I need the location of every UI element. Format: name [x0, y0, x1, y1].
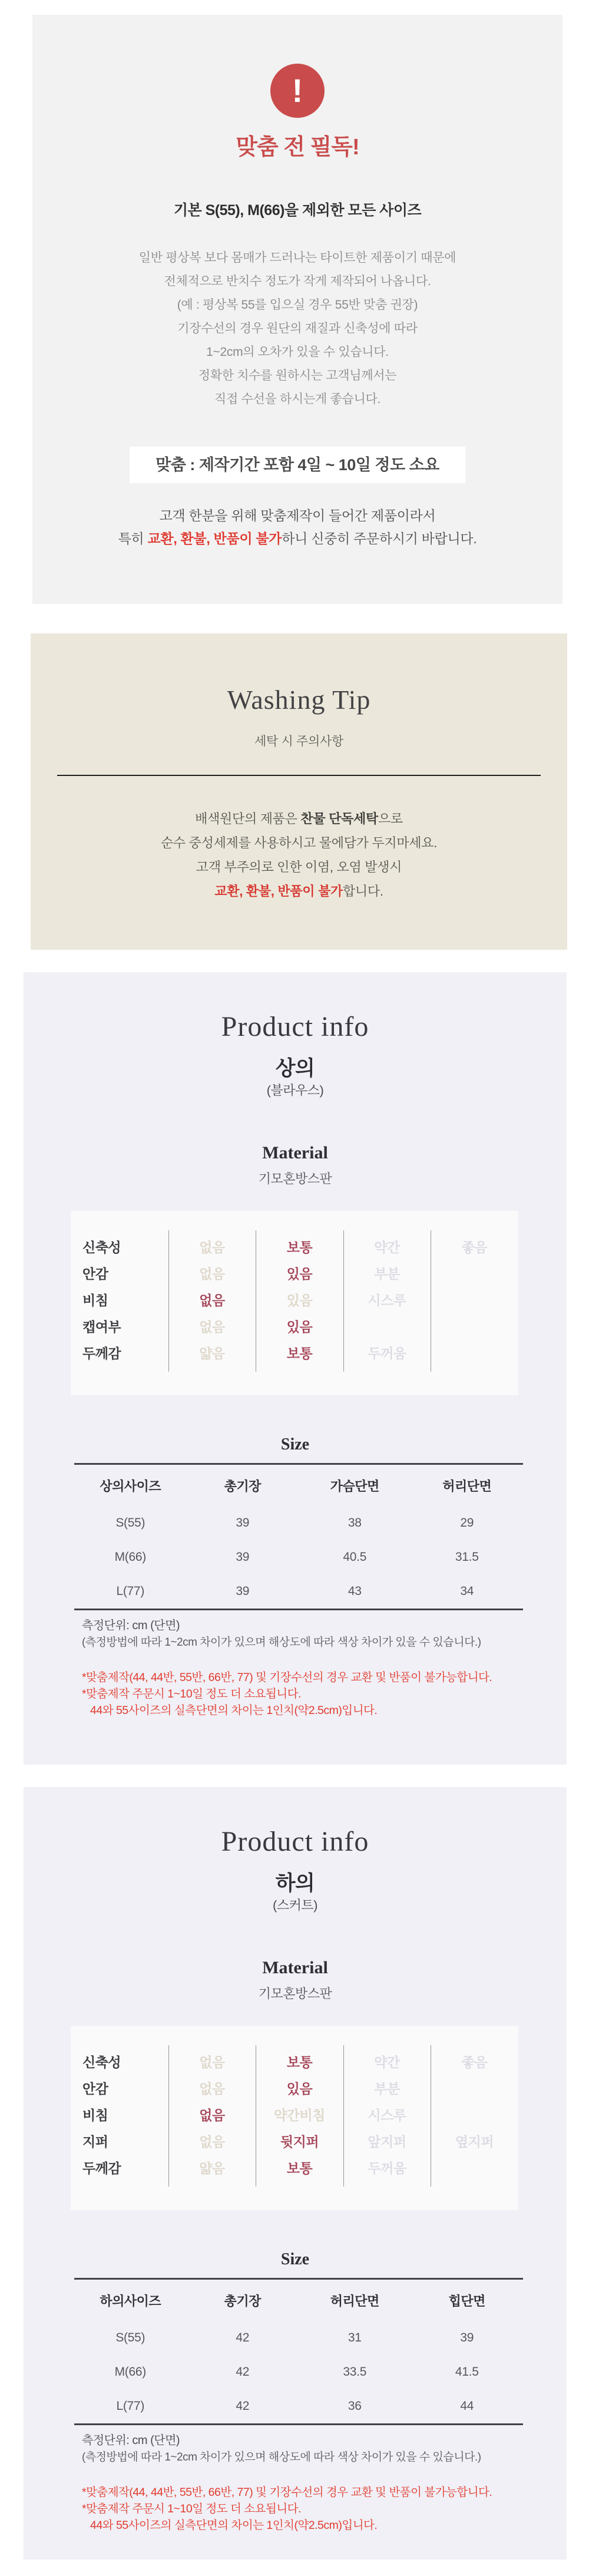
attribute-option: 옆지퍼: [455, 2134, 494, 2149]
attribute-row: [71, 1233, 518, 1260]
attribute-option: 좋음: [461, 2055, 488, 2070]
column-divider: [343, 1230, 344, 1372]
size-table-header-row: [74, 2280, 523, 2321]
measurement-notes: [82, 1617, 567, 1719]
material-heading: Material: [262, 1143, 328, 1162]
warning-note: *맞춤제작 주문시 1~10일 정도 더 소요됩니다.: [82, 2502, 301, 2515]
size-cell: 31: [348, 2331, 362, 2344]
divider-line: [57, 775, 541, 776]
fabric-attributes-rows: [71, 2026, 518, 2181]
size-cell: 44: [460, 2399, 474, 2413]
product-detail-page: [0, 15, 589, 2576]
size-heading: Size: [280, 1435, 310, 1454]
attribute-option: 부분: [374, 2081, 400, 2096]
attribute-option: 부분: [374, 1266, 400, 1282]
attribute-label: 캡여부: [82, 1319, 121, 1335]
attribute-option: 두꺼움: [368, 1346, 406, 1361]
product-category-sub: (스커트): [273, 1898, 317, 1913]
alert-exclamation-icon: [270, 64, 325, 118]
size-column-header: 총기장: [224, 2293, 261, 2309]
attribute-option: 없음: [199, 2134, 225, 2149]
washing-tip-title: Washing Tip: [227, 685, 371, 715]
size-cell: 34: [460, 1584, 474, 1598]
production-period-badge: 맞춤 : 제작기간 포함 4일 ~ 10일 정도 소요: [130, 447, 465, 483]
measurement-tolerance-note: (측정방법에 따라 1~2cm 차이가 있으며 해상도에 따라 색상 차이가 있을 수 있습니다.): [82, 1636, 481, 1649]
warning-note: *맞춤제작(44, 44반, 55반, 66반, 77) 및 기장수선의 경우 교환 및 반품이 불가능합니다.: [82, 1671, 492, 1684]
size-cell: 42: [236, 2331, 250, 2344]
attribute-label: 비침: [82, 1293, 108, 1308]
warning-notes: [82, 1669, 567, 1719]
size-table: [74, 1463, 523, 1610]
notice-body-line: 기장수선의 경우 원단의 재질과 신축성에 따라: [177, 322, 418, 335]
notice-body-line: (예 : 평상복 55를 입으실 경우 55반 맞춤 권장): [177, 298, 418, 312]
attribute-label: 신축성: [82, 2055, 121, 2070]
notice-subtitle: 기본 S(55), M(66)을 제외한 모든 사이즈: [173, 202, 422, 219]
page-bottom-margin: [0, 2560, 589, 2576]
size-cell: 39: [236, 1584, 250, 1598]
attribute-row: [71, 1339, 518, 1366]
size-cell: 41.5: [455, 2365, 479, 2379]
attribute-option: 보통: [286, 1240, 313, 1255]
washing-tip-subtitle: 세탁 시 주의사항: [254, 735, 343, 748]
notice-body: [32, 246, 562, 411]
attribute-option: 보통: [286, 1346, 313, 1361]
warning-notes: [82, 2484, 567, 2534]
size-cell: 36: [348, 2399, 362, 2413]
measurement-notes: [82, 2432, 567, 2534]
column-divider: [343, 2045, 344, 2187]
size-cell: 42: [236, 2399, 250, 2413]
notice-body-line: 1~2cm의 오차가 있을 수 있습니다.: [206, 345, 389, 359]
notice-body-line: 직접 수선을 하시는게 좋습니다.: [214, 392, 380, 406]
notice-closing-line-1: 고객 한분을 위해 맞춤제작이 들어간 제품이라서: [159, 508, 436, 523]
size-column-header: 하의사이즈: [100, 2293, 161, 2309]
size-column-header: 허리단면: [330, 2293, 379, 2309]
attribute-option: 있음: [286, 1293, 313, 1308]
warning-note: 44와 55사이즈의 실측단면의 차이는 1인치(약2.5cm)입니다.: [90, 2519, 378, 2532]
attribute-option: 없음: [199, 1240, 225, 1255]
attribute-option: 두꺼움: [368, 2161, 406, 2176]
attribute-row: [71, 2075, 518, 2101]
notice-body-line: 전체적으로 반치수 정도가 작게 제작되어 나옵니다.: [164, 275, 431, 288]
size-cell: M(66): [114, 2365, 146, 2379]
no-refund-warning-text: 교환, 환불, 반품이 불가: [147, 531, 282, 546]
notice-title: 맞춤 전 필독!: [236, 135, 359, 160]
warning-note: *맞춤제작(44, 44반, 55반, 66반, 77) 및 기장수선의 경우 교환 및 반품이 불가능합니다.: [82, 2486, 492, 2499]
size-cell: 40.5: [343, 1550, 367, 1564]
product-category: 상의: [275, 1057, 315, 1080]
attribute-option: 앞지퍼: [368, 2134, 406, 2149]
column-divider: [168, 1230, 169, 1372]
product-info-title: Product info: [221, 1011, 369, 1042]
attribute-option: 없음: [199, 1266, 225, 1282]
product-category: 하의: [275, 1872, 315, 1895]
size-column-header: 가슴단면: [330, 1478, 379, 1494]
fabric-attributes-card: [71, 2026, 518, 2210]
product-info-title: Product info: [221, 1826, 369, 1857]
washing-tip-section: [31, 633, 567, 950]
custom-order-notice-section: [32, 15, 562, 604]
size-table-row: [74, 1574, 523, 1609]
attribute-option: 있음: [286, 2081, 313, 2096]
size-column-header: 총기장: [224, 1478, 261, 1494]
attribute-option: 보통: [286, 2161, 313, 2176]
attribute-option: 좋음: [461, 1240, 488, 1255]
size-table-header-row: [74, 1465, 523, 1506]
size-cell: M(66): [114, 1550, 146, 1564]
measurement-unit-note: 측정단위: cm (단면): [82, 2434, 180, 2447]
product-info-section-top: [24, 972, 567, 1765]
notice-closing-line-2: [32, 531, 562, 546]
attribute-option: 시스루: [368, 2108, 406, 2123]
washing-line-2: 순수 중성세제를 사용하시고 물에담가 두지마세요.: [160, 835, 438, 850]
attribute-option: 없음: [199, 2108, 225, 2123]
attribute-option: 없음: [199, 2081, 225, 2096]
washing-tip-body: [31, 807, 567, 903]
size-cell: 43: [348, 1584, 362, 1598]
attribute-label: 두께감: [82, 1346, 121, 1361]
material-heading: Material: [262, 1958, 328, 1977]
attribute-label: 비침: [82, 2108, 108, 2123]
size-table-row: [74, 2389, 523, 2423]
size-cell: 39: [460, 2331, 474, 2344]
attribute-option: 뒷지퍼: [280, 2134, 319, 2149]
size-cell: 31.5: [455, 1550, 479, 1564]
size-cell: L(77): [116, 2399, 145, 2413]
size-cell: S(55): [115, 1516, 145, 1530]
warning-note: 44와 55사이즈의 실측단면의 차이는 1인치(약2.5cm)입니다.: [90, 1704, 378, 1717]
exclamation-glyph: !: [292, 72, 303, 109]
attribute-option: 있음: [286, 1266, 313, 1282]
material-value: 기모혼방스판: [258, 1986, 332, 2001]
size-cell: 39: [236, 1516, 250, 1530]
washing-line-4: [31, 879, 567, 903]
size-table: [74, 2278, 523, 2425]
attribute-label: 안감: [82, 1266, 108, 1282]
attribute-option: 시스루: [368, 1293, 406, 1308]
attribute-row: [71, 1313, 518, 1339]
attribute-option: 얇음: [199, 2161, 225, 2176]
size-cell: 38: [348, 1516, 362, 1530]
attribute-option: 약간: [374, 1240, 400, 1255]
size-column-header: 상의사이즈: [100, 1478, 161, 1494]
size-table-row: [74, 2321, 523, 2355]
attribute-option: 없음: [199, 1293, 225, 1308]
measurement-unit-note: 측정단위: cm (단면): [82, 1619, 180, 1632]
attribute-option: 얇음: [199, 1346, 225, 1361]
attribute-option: 없음: [199, 2055, 225, 2070]
attribute-label: 지퍼: [82, 2134, 108, 2149]
attribute-label: 신축성: [82, 1240, 121, 1255]
attribute-row: [71, 2128, 518, 2154]
attribute-option: 있음: [286, 1319, 313, 1335]
attribute-label: 두께감: [82, 2161, 121, 2176]
washing-line-1: [31, 807, 567, 831]
line1-suffix: 으로: [378, 811, 403, 826]
size-column-header: 허리단면: [442, 1478, 492, 1494]
attribute-row: [71, 2101, 518, 2128]
measurement-tolerance-note: (측정방법에 따라 1~2cm 차이가 있으며 해상도에 따라 색상 차이가 있을 수 있습니다.): [82, 2451, 481, 2463]
attribute-row: [71, 1260, 518, 1286]
product-category-sub: (블라우스): [266, 1083, 324, 1098]
attribute-option: 약간: [374, 2055, 400, 2070]
size-table-row: [74, 2355, 523, 2389]
closing-prefix: 특히: [118, 531, 148, 546]
attribute-option: 보통: [286, 2055, 313, 2070]
attribute-row: [71, 1286, 518, 1313]
material-value: 기모혼방스판: [258, 1171, 332, 1186]
closing-suffix: 하니 신중히 주문하시기 바랍니다.: [282, 531, 477, 546]
size-cell: S(55): [115, 2331, 145, 2344]
attribute-row: [71, 2048, 518, 2075]
size-heading: Size: [280, 2250, 310, 2268]
notice-body-line: 일반 평상복 보다 몸매가 드러나는 타이트한 제품이기 때문에: [138, 251, 456, 265]
warning-note: *맞춤제작 주문시 1~10일 정도 더 소요됩니다.: [82, 1687, 301, 1700]
product-info-section-bottom: [24, 1787, 567, 2560]
cold-wash-bold-text: 찬물 단독세탁: [300, 811, 378, 826]
notice-body-line: 정확한 치수를 원하시는 고객님께서는: [198, 369, 397, 382]
size-cell: 33.5: [343, 2365, 367, 2379]
size-table-row: [74, 1506, 523, 1540]
size-column-header: 힙단면: [448, 2293, 485, 2309]
attribute-option: 없음: [199, 1319, 225, 1335]
line4-suffix: 합니다.: [342, 884, 383, 899]
attribute-option: 약간비침: [274, 2108, 325, 2123]
size-cell: 39: [236, 1550, 250, 1564]
attribute-label: 안감: [82, 2081, 108, 2096]
washing-line-3: 고객 부주의로 인한 이염, 오염 발생시: [196, 860, 402, 874]
fabric-attributes-rows: [71, 1211, 518, 1366]
attribute-row: [71, 2154, 518, 2181]
size-cell: 42: [236, 2365, 250, 2379]
size-cell: L(77): [116, 1584, 145, 1598]
size-table-row: [74, 1540, 523, 1574]
line1-prefix: 배색원단의 제품은: [195, 811, 301, 826]
column-divider: [168, 2045, 169, 2187]
fabric-attributes-card: [71, 1211, 518, 1395]
size-cell: 29: [460, 1516, 474, 1530]
no-refund-warning-text: 교환, 환불, 반품이 불가: [214, 884, 343, 899]
